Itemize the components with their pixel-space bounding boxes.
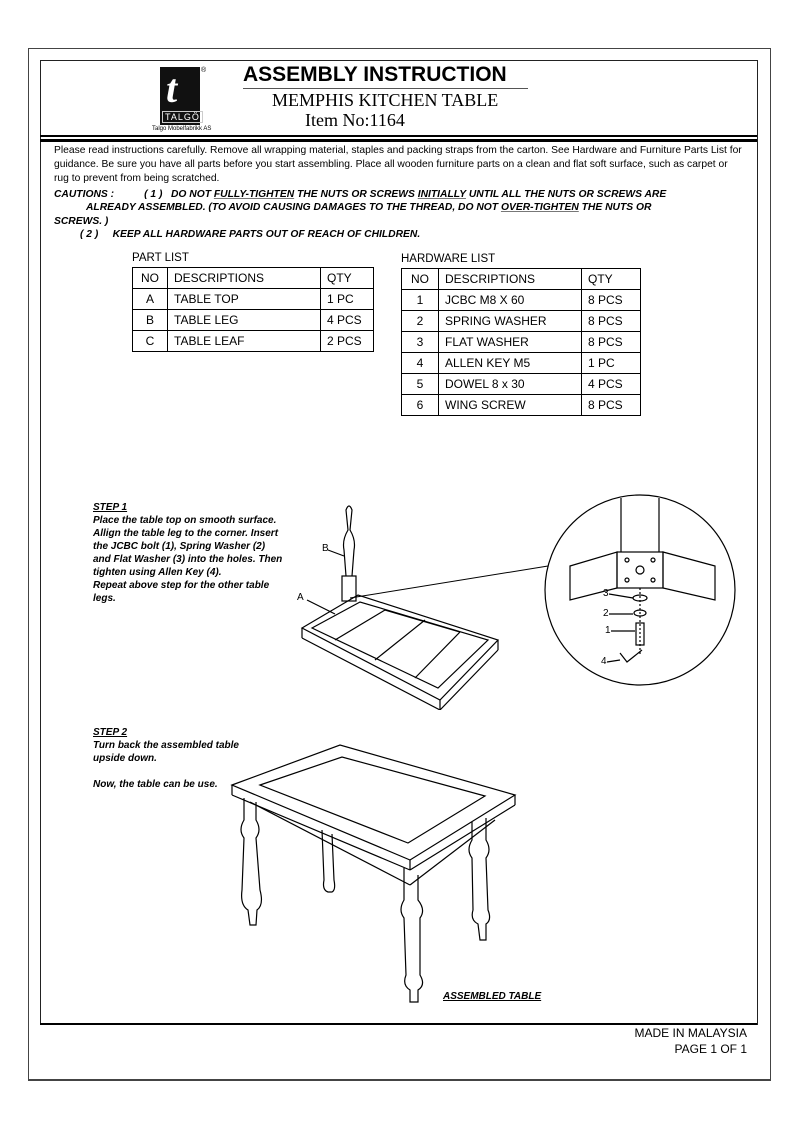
cell: 4 PCS <box>582 374 641 395</box>
part-list-title: PART LIST <box>132 252 189 264</box>
header-cell: DESCRIPTIONS <box>439 269 582 290</box>
cell: FLAT WASHER <box>439 332 582 353</box>
title-rule <box>243 88 528 89</box>
header-cell: QTY <box>582 269 641 290</box>
cell: WING SCREW <box>439 395 582 416</box>
part-list-table <box>132 267 374 352</box>
leader-line <box>350 560 550 600</box>
assembled-table-label: ASSEMBLED TABLE <box>443 991 542 1002</box>
caution-2 <box>80 228 420 241</box>
table-row <box>402 395 641 416</box>
cell: 2 PCS <box>321 331 374 352</box>
caution-1-cont <box>86 201 766 214</box>
cell: TABLE TOP <box>168 289 321 310</box>
caution-text: THE NUTS OR <box>578 202 652 213</box>
hardware-list-table <box>401 268 641 416</box>
logo-caption: Talgo Mobelfabrikk AS <box>152 126 212 132</box>
caution-text: UNTIL ALL THE NUTS OR SCREWS ARE <box>465 189 667 200</box>
cell: 2 <box>402 311 439 332</box>
cell: 1 <box>402 290 439 311</box>
caution-text: DO NOT <box>170 189 214 200</box>
table-row <box>133 331 374 352</box>
table-header-row <box>133 268 374 289</box>
label-1: 1 <box>605 625 611 636</box>
caution-text: SCREWS. ) <box>54 216 109 227</box>
caution-text: OVER-TIGHTEN <box>500 202 579 213</box>
cell: JCBC M8 X 60 <box>439 290 582 311</box>
cell: 3 <box>402 332 439 353</box>
header-cell: DESCRIPTIONS <box>168 268 321 289</box>
step-title: STEP 1 <box>93 502 128 513</box>
cell: 8 PCS <box>582 395 641 416</box>
table-row <box>402 353 641 374</box>
cell: B <box>133 310 168 331</box>
cell: 8 PCS <box>582 332 641 353</box>
caution-label: CAUTIONS : <box>54 189 115 200</box>
header-cell: QTY <box>321 268 374 289</box>
intro-text: Please read instructions carefully. Remove all wrapping material, staples and packing straps from the carton. See Hardware and Furniture Parts List for guidance. Be sure you have all parts before you start assembling. Place all wooden furniture parts on a clean and flat soft surface, such as carpet or rug to prevent from being scratched. <box>54 145 742 184</box>
talgo-logo <box>160 67 200 125</box>
cell: 1 PC <box>582 353 641 374</box>
cell: 1 PC <box>321 289 374 310</box>
step1-table-underside-drawing <box>280 500 510 710</box>
cell: 8 PCS <box>582 290 641 311</box>
hardware-list-title: HARDWARE LIST <box>401 253 496 265</box>
caution-text: INITIALLY <box>417 189 466 200</box>
step-instructions: Place the table top on smooth surface. Allign the table leg to the corner. Insert the JCBC bolt (1), Spring Washer (2) and Flat Washer (3) into the holes. Then tighten using Allen Key (4). <box>93 515 283 578</box>
step-instructions: Now, the table can be use. <box>93 779 218 790</box>
step-title: STEP 2 <box>93 727 128 738</box>
header-cell: NO <box>133 268 168 289</box>
table-row <box>402 311 641 332</box>
table-row <box>133 310 374 331</box>
step-instructions: Repeat above step for the other table legs. <box>93 580 270 604</box>
cell: TABLE LEAF <box>168 331 321 352</box>
caution-text: THE NUTS OR SCREWS <box>294 189 418 200</box>
item-number: Item No:1164 <box>305 110 405 130</box>
table-row <box>133 289 374 310</box>
label-2: 2 <box>603 608 609 619</box>
made-in: MADE IN MALAYSIA <box>634 1026 747 1040</box>
page-number: PAGE 1 OF 1 <box>674 1042 747 1056</box>
caution-1 <box>54 188 754 201</box>
logo-letter: t <box>166 66 178 111</box>
step-instructions: Turn back the assembled table upside down. <box>93 740 239 764</box>
cell: 4 <box>402 353 439 374</box>
detail-circle-drawing <box>535 490 745 690</box>
cell: A <box>133 289 168 310</box>
header-rule <box>40 135 757 137</box>
logo-name: TALGÖ <box>162 111 203 123</box>
table-row <box>402 332 641 353</box>
registered-mark: ® <box>201 67 207 74</box>
label-a: A <box>297 592 304 603</box>
cell: SPRING WASHER <box>439 311 582 332</box>
doc-title: ASSEMBLY INSTRUCTION <box>243 63 507 86</box>
label-b: B <box>322 543 329 554</box>
caution-text: FULLY-TIGHTEN <box>213 189 295 200</box>
caution-text: ALREADY ASSEMBLED. (TO AVOID CAUSING DAMAGES TO THE THREAD, DO NOT <box>86 202 501 213</box>
caution-num: ( 1 ) <box>144 189 163 200</box>
cell: ALLEN KEY M5 <box>439 353 582 374</box>
label-4: 4 <box>601 656 607 667</box>
table-header-row <box>402 269 641 290</box>
step1-text <box>93 501 283 605</box>
product-name: MEMPHIS KITCHEN TABLE <box>272 90 499 110</box>
table-row <box>402 374 641 395</box>
header-cell: NO <box>402 269 439 290</box>
caution-text: KEEP ALL HARDWARE PARTS OUT OF REACH OF CHILDREN. <box>112 229 421 240</box>
assembled-table-drawing <box>230 740 520 1010</box>
label-3: 3 <box>603 588 609 599</box>
header-rule <box>40 139 757 142</box>
cell: 4 PCS <box>321 310 374 331</box>
cell: 6 <box>402 395 439 416</box>
cell: 8 PCS <box>582 311 641 332</box>
cell: C <box>133 331 168 352</box>
cell: 5 <box>402 374 439 395</box>
table-row <box>402 290 641 311</box>
cell: TABLE LEG <box>168 310 321 331</box>
footer-rule <box>40 1023 757 1025</box>
caution-num: ( 2 ) <box>80 229 99 240</box>
cell: DOWEL 8 x 30 <box>439 374 582 395</box>
